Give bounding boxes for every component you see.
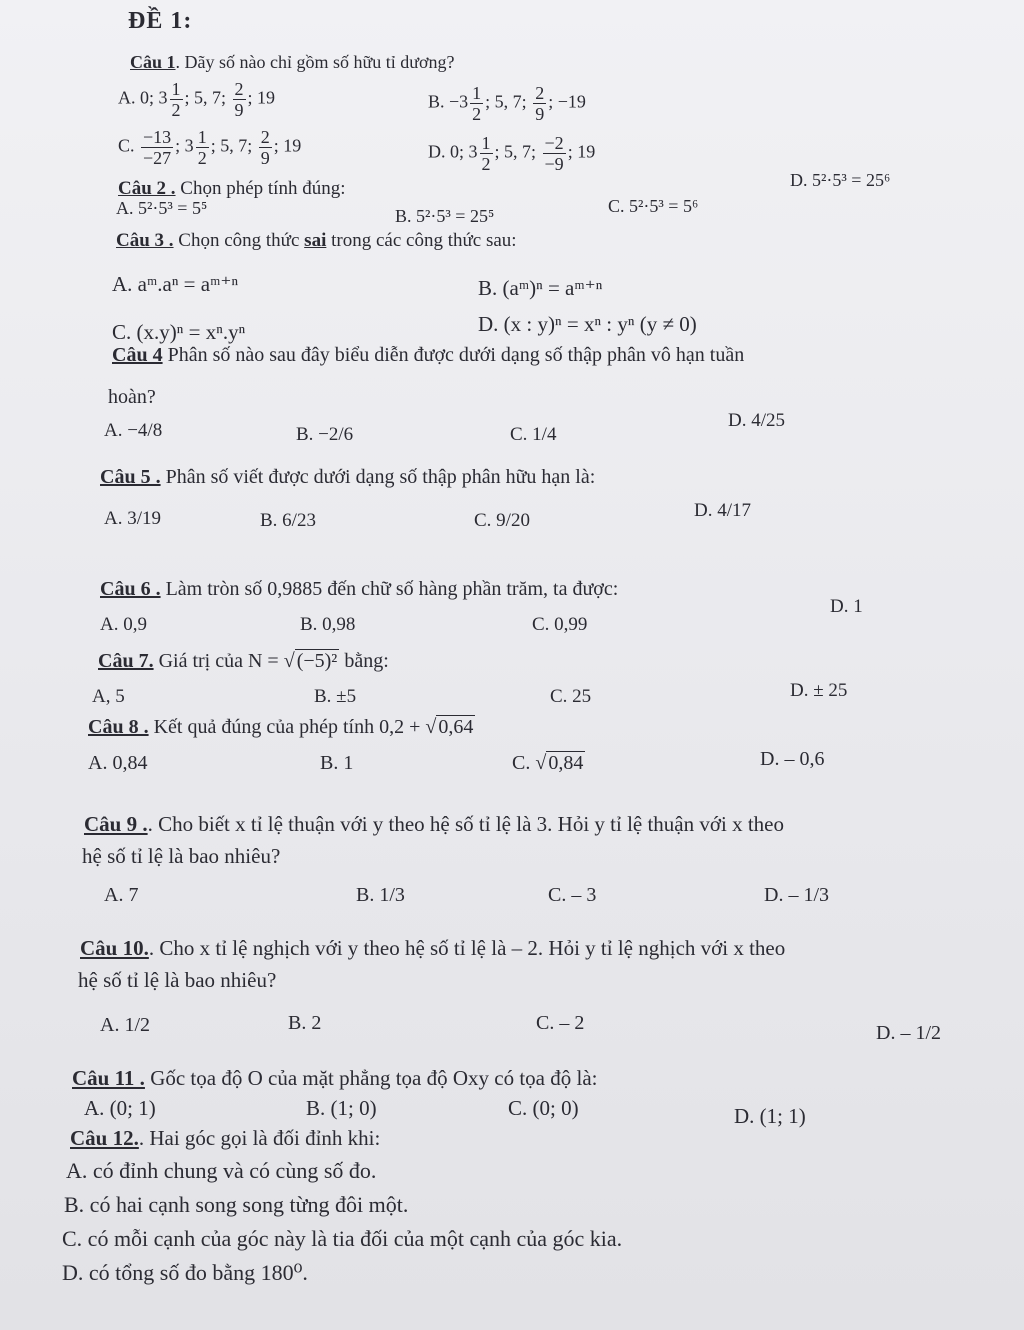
q4-option-a: A. −4/8 bbox=[104, 420, 163, 441]
q3-option-c: C. (x.y)ⁿ = xⁿ.yⁿ bbox=[112, 320, 246, 344]
q2-option-b: B. 5²·5³ = 25⁵ bbox=[395, 206, 495, 226]
q7-option-d: D. ± 25 bbox=[790, 680, 848, 701]
question-11-label: Câu 11 . bbox=[72, 1066, 145, 1090]
question-5-label: Câu 5 . bbox=[100, 466, 161, 488]
q11-option-c: C. (0; 0) bbox=[508, 1096, 579, 1120]
question-1-text: . Dãy số nào chỉ gồm số hữu tỉ dương? bbox=[175, 52, 455, 72]
question-10-line2: hệ số tỉ lệ là bao nhiêu? bbox=[78, 968, 277, 992]
q2-option-a: A. 5²·5³ = 5⁵ bbox=[116, 198, 208, 218]
question-2-label: Câu 2 . bbox=[118, 178, 176, 199]
q12-option-b: B. có hai cạnh song song từng đôi một. bbox=[64, 1192, 409, 1217]
question-3-label: Câu 3 . bbox=[116, 230, 174, 251]
question-12: Câu 12.. Hai góc gọi là đối đỉnh khi: bbox=[70, 1126, 381, 1150]
question-8: Câu 8 . Kết quả đúng của phép tính 0,2 + √ 0,64 bbox=[88, 716, 474, 738]
q6-option-a: A. 0,9 bbox=[100, 614, 147, 635]
q12-option-a: A. có đỉnh chung và có cùng số đo. bbox=[66, 1158, 377, 1183]
q9-option-a: A. 7 bbox=[104, 884, 139, 906]
q10-option-b: B. 2 bbox=[288, 1012, 322, 1034]
q7-option-b: B. ±5 bbox=[314, 686, 357, 707]
q5-option-c: C. 9/20 bbox=[474, 510, 530, 531]
sai-keyword: sai bbox=[304, 230, 327, 251]
question-9-line2: hệ số tỉ lệ là bao nhiêu? bbox=[82, 844, 281, 868]
q11-option-a: A. (0; 1) bbox=[84, 1096, 156, 1120]
question-10-label: Câu 10. bbox=[80, 936, 149, 960]
q4-option-b: B. −2/6 bbox=[296, 424, 354, 445]
q5-option-d: D. 4/17 bbox=[694, 500, 751, 521]
question-7: Câu 7. Giá trị của N = √ (−5)² bằng: bbox=[98, 650, 389, 672]
q8-option-a: A. 0,84 bbox=[88, 752, 148, 774]
q3-option-d: D. (x : y)ⁿ = xⁿ : yⁿ (y ≠ 0) bbox=[478, 312, 697, 336]
q9-option-b: B. 1/3 bbox=[356, 884, 405, 906]
sqrt-expression: (−5)² bbox=[296, 650, 338, 672]
question-4-label: Câu 4 bbox=[112, 344, 163, 366]
question-9: Câu 9 .. Cho biết x tỉ lệ thuận với y theo hệ số tỉ lệ là 3. Hỏi y tỉ lệ thuận với x theo bbox=[84, 812, 784, 836]
question-3: Câu 3 . Chọn công thức sai trong các công thức sau: bbox=[116, 230, 517, 251]
q10-option-a: A. 1/2 bbox=[100, 1014, 150, 1036]
q4-option-c: C. 1/4 bbox=[510, 424, 557, 445]
question-5: Câu 5 . Phân số viết được dưới dạng số thập phân hữu hạn là: bbox=[100, 466, 596, 488]
q11-option-d: D. (1; 1) bbox=[734, 1104, 806, 1128]
q10-option-d: D. – 1/2 bbox=[876, 1022, 941, 1044]
question-6-label: Câu 6 . bbox=[100, 578, 161, 600]
sqrt-expression: 0,64 bbox=[438, 716, 474, 738]
q5-option-a: A. 3/19 bbox=[104, 508, 161, 529]
question-6: Câu 6 . Làm tròn số 0,9885 đến chữ số hàng phần trăm, ta được: bbox=[100, 578, 619, 600]
question-11: Câu 11 . Gốc tọa độ O của mặt phẳng tọa độ Oxy có tọa độ là: bbox=[72, 1066, 598, 1090]
q2-option-c: C. 5²·5³ = 5⁶ bbox=[608, 196, 699, 216]
q7-option-a: A, 5 bbox=[92, 686, 125, 707]
question-2 bbox=[118, 178, 346, 200]
question-1-label: Câu 1 bbox=[130, 52, 176, 72]
q2-option-d: D. 5²·5³ = 25⁶ bbox=[790, 170, 891, 190]
question-8-label: Câu 8 . bbox=[88, 716, 149, 738]
q3-option-b: B. (aᵐ)ⁿ = aᵐ⁺ⁿ bbox=[478, 276, 603, 300]
q5-option-b: B. 6/23 bbox=[260, 510, 316, 531]
q9-option-d: D. – 1/3 bbox=[764, 884, 829, 906]
q11-option-b: B. (1; 0) bbox=[306, 1096, 377, 1120]
q10-option-c: C. – 2 bbox=[536, 1012, 585, 1034]
q8-option-c: C. √ 0,84 bbox=[512, 752, 584, 774]
question-10: Câu 10.. Cho x tỉ lệ nghịch với y theo hệ số tỉ lệ là – 2. Hỏi y tỉ lệ nghịch với x theo bbox=[80, 936, 786, 960]
q3-option-a: A. aᵐ.aⁿ = aᵐ⁺ⁿ bbox=[112, 272, 239, 296]
q6-option-c: C. 0,99 bbox=[532, 614, 588, 635]
q4-option-d: D. 4/25 bbox=[728, 410, 785, 431]
q9-option-c: C. – 3 bbox=[548, 884, 597, 906]
question-4: Câu 4 Phân số nào sau đây biểu diễn được dưới dạng số thập phân vô hạn tuần bbox=[112, 344, 745, 366]
question-2-text: Chọn phép tính đúng: bbox=[175, 178, 346, 199]
question-4-line2: hoàn? bbox=[108, 386, 156, 408]
q1-option-c: C. $\frac{-13}{-27}$ ; 3 $\frac{1}{2}$ ; 5, 7; $\frac{2}{9}$ ; 19 bbox=[118, 127, 302, 168]
q1-option-d: D. 0; 3 $\frac{1}{2}$ ; 5, 7; $\frac{-2}{-9}$ ; 19 bbox=[428, 133, 596, 174]
q7-option-c: C. 25 bbox=[550, 686, 592, 707]
q12-option-c: C. có mỗi cạnh của góc này là tia đối của một cạnh của góc kia. bbox=[62, 1226, 623, 1251]
q12-option-d: D. có tổng số đo bằng 180⁰. bbox=[62, 1260, 308, 1285]
question-7-label: Câu 7. bbox=[98, 650, 154, 672]
exam-title: ĐỀ 1: bbox=[128, 8, 193, 34]
q1-option-a: A. 0; 3 $\frac{1}{2}$ ; 5, 7; $\frac{2}{9}$ ; 19 bbox=[118, 79, 276, 120]
q8-option-b: B. 1 bbox=[320, 752, 354, 774]
question-9-label: Câu 9 . bbox=[84, 812, 148, 836]
q8-option-d: D. – 0,6 bbox=[760, 748, 825, 770]
q6-option-d: D. 1 bbox=[830, 596, 863, 617]
question-12-label: Câu 12. bbox=[70, 1126, 139, 1150]
q1-option-b: B. −3 $\frac{1}{2}$ ; 5, 7; $\frac{2}{9}$ ; −19 bbox=[428, 83, 586, 124]
q6-option-b: B. 0,98 bbox=[300, 614, 356, 635]
question-1 bbox=[130, 52, 455, 73]
